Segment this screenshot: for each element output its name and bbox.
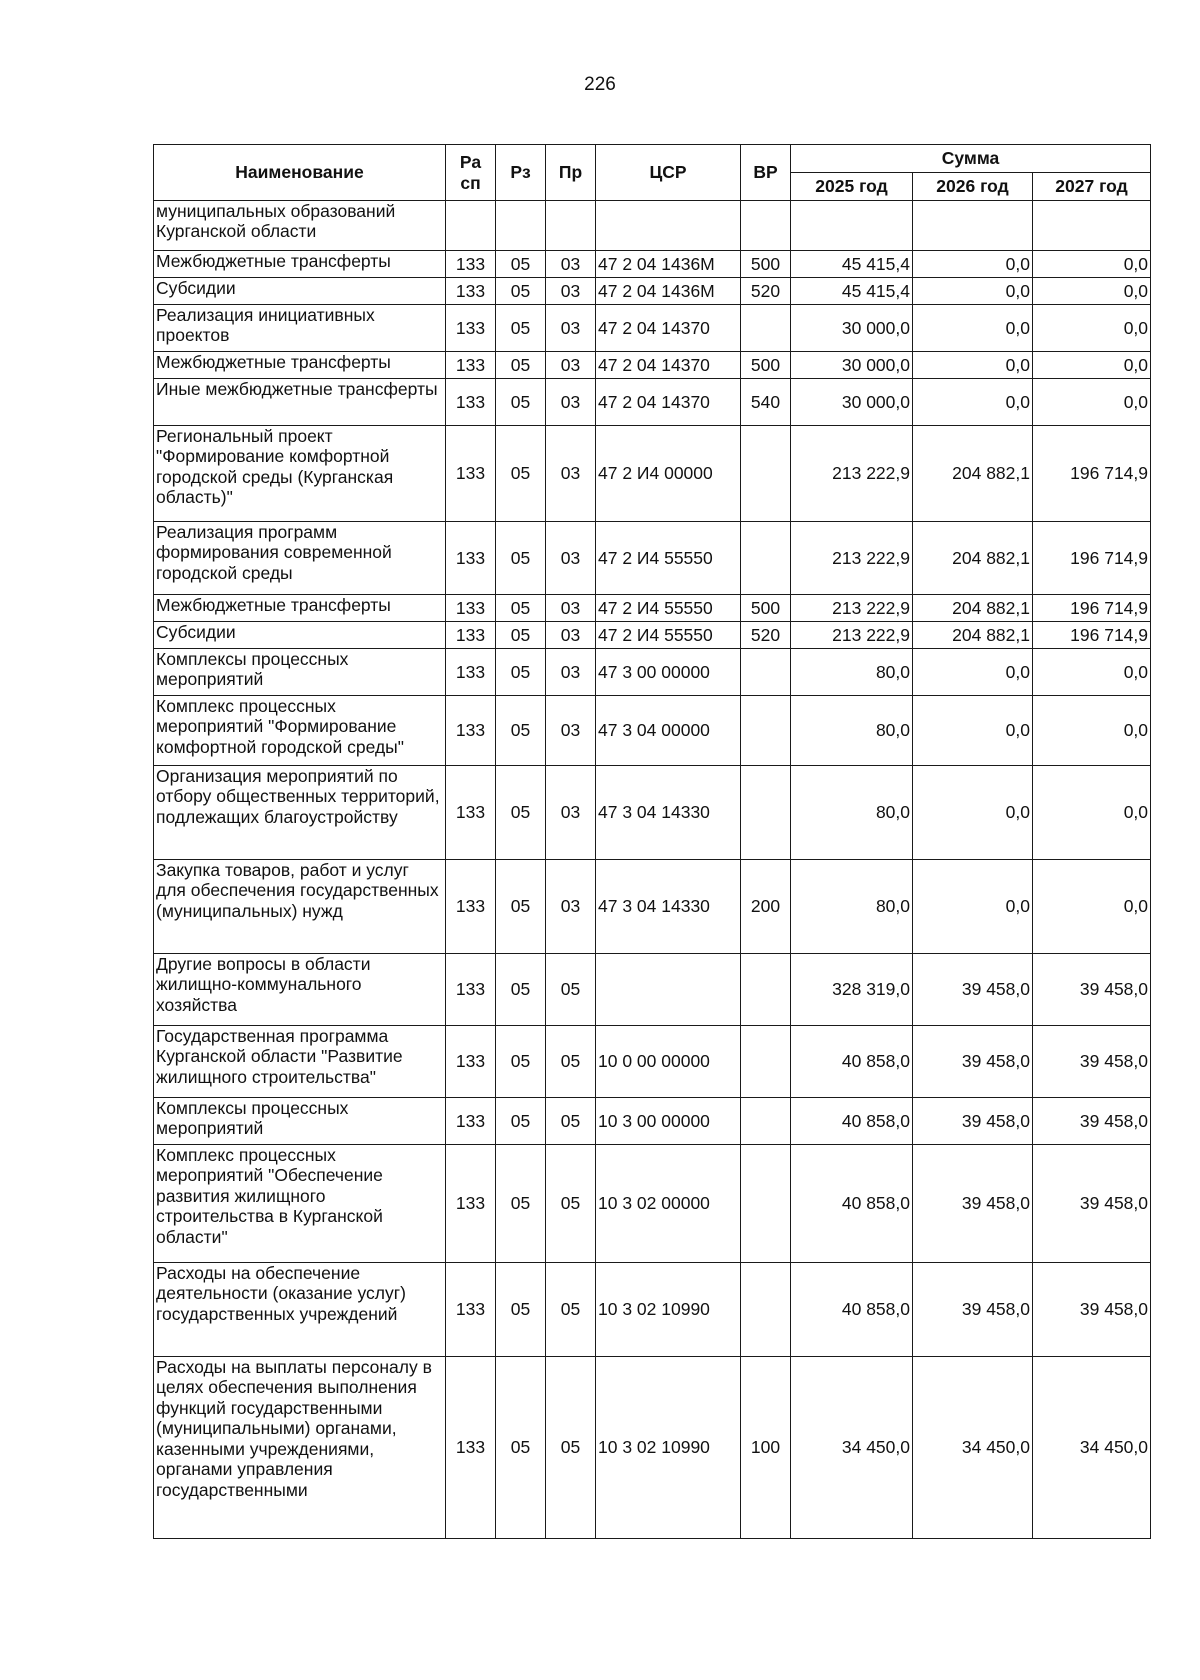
cell-vr: 520: [741, 278, 791, 305]
cell-pr: 03: [546, 522, 596, 595]
cell-pr: 03: [546, 860, 596, 954]
cell-rasp: 133: [446, 278, 496, 305]
cell-pr: 03: [546, 251, 596, 278]
cell-rz: 05: [496, 1098, 546, 1145]
cell-y2027: 0,0: [1033, 278, 1151, 305]
cell-y2026: 204 882,1: [913, 426, 1033, 522]
cell-rz: 05: [496, 622, 546, 649]
cell-pr: 03: [546, 352, 596, 379]
cell-rz: 05: [496, 954, 546, 1026]
cell-vr: [741, 649, 791, 696]
cell-vr: 500: [741, 352, 791, 379]
cell-y2025: 30 000,0: [791, 305, 913, 352]
cell-vr: [741, 522, 791, 595]
cell-y2025: 213 222,9: [791, 595, 913, 622]
cell-vr: 500: [741, 595, 791, 622]
cell-rz: [496, 201, 546, 251]
table-row: [154, 426, 1151, 522]
cell-rasp: 133: [446, 954, 496, 1026]
cell-csr: 47 2 04 1436M: [596, 251, 741, 278]
table-row: [154, 278, 1151, 305]
cell-y2027: 39 458,0: [1033, 1145, 1151, 1263]
cell-name: Комплекс процессных мероприятий "Обеспечение развития жилищного строительства в Курганской области": [154, 1145, 446, 1263]
cell-csr: 10 3 00 00000: [596, 1098, 741, 1145]
table-row: [154, 352, 1151, 379]
cell-y2025: 80,0: [791, 649, 913, 696]
cell-vr: [741, 305, 791, 352]
cell-pr: 05: [546, 1263, 596, 1357]
table-row: [154, 201, 1151, 251]
cell-y2027: 196 714,9: [1033, 595, 1151, 622]
cell-vr: [741, 766, 791, 860]
cell-csr: 47 2 И4 55550: [596, 522, 741, 595]
cell-rasp: 133: [446, 251, 496, 278]
table-row: [154, 696, 1151, 766]
header-name: Наименование: [154, 145, 446, 201]
header-2025: 2025 год: [791, 173, 913, 201]
cell-y2025: 80,0: [791, 696, 913, 766]
header-pr: Пр: [546, 145, 596, 201]
cell-pr: 03: [546, 379, 596, 426]
cell-y2025: 40 858,0: [791, 1263, 913, 1357]
cell-rasp: 133: [446, 1263, 496, 1357]
cell-y2027: 0,0: [1033, 251, 1151, 278]
cell-pr: [546, 201, 596, 251]
cell-y2025: 45 415,4: [791, 278, 913, 305]
cell-rz: 05: [496, 305, 546, 352]
cell-pr: 05: [546, 954, 596, 1026]
cell-y2025: 40 858,0: [791, 1026, 913, 1098]
cell-pr: 05: [546, 1098, 596, 1145]
cell-name: Межбюджетные трансферты: [154, 251, 446, 278]
cell-csr: 47 3 04 00000: [596, 696, 741, 766]
header-rasp: Ра сп: [446, 145, 496, 201]
table-body: [154, 201, 1151, 1539]
cell-y2027: 0,0: [1033, 379, 1151, 426]
cell-rz: 05: [496, 1357, 546, 1539]
cell-y2025: 45 415,4: [791, 251, 913, 278]
cell-y2026: 0,0: [913, 352, 1033, 379]
cell-rasp: 133: [446, 1145, 496, 1263]
cell-rasp: 133: [446, 696, 496, 766]
table-row: [154, 379, 1151, 426]
cell-y2026: 39 458,0: [913, 954, 1033, 1026]
cell-y2025: 80,0: [791, 766, 913, 860]
cell-rz: 05: [496, 352, 546, 379]
cell-vr: 520: [741, 622, 791, 649]
cell-vr: 200: [741, 860, 791, 954]
cell-y2027: [1033, 201, 1151, 251]
cell-name: Межбюджетные трансферты: [154, 595, 446, 622]
cell-y2026: 39 458,0: [913, 1026, 1033, 1098]
cell-rasp: 133: [446, 1357, 496, 1539]
cell-pr: 03: [546, 305, 596, 352]
cell-y2025: [791, 201, 913, 251]
table-row: [154, 1357, 1151, 1539]
cell-y2026: 34 450,0: [913, 1357, 1033, 1539]
cell-pr: 03: [546, 595, 596, 622]
cell-y2027: 0,0: [1033, 766, 1151, 860]
page-number: 226: [584, 74, 616, 95]
cell-vr: 500: [741, 251, 791, 278]
cell-y2026: 0,0: [913, 305, 1033, 352]
cell-rasp: 133: [446, 595, 496, 622]
table-row: [154, 251, 1151, 278]
cell-y2027: 0,0: [1033, 696, 1151, 766]
cell-y2025: 40 858,0: [791, 1098, 913, 1145]
cell-name: Комплексы процессных мероприятий: [154, 649, 446, 696]
table-row: [154, 1145, 1151, 1263]
cell-vr: [741, 426, 791, 522]
cell-csr: 47 3 00 00000: [596, 649, 741, 696]
cell-name: Иные межбюджетные трансферты: [154, 379, 446, 426]
cell-csr: [596, 954, 741, 1026]
cell-rasp: 133: [446, 352, 496, 379]
cell-y2026: 0,0: [913, 649, 1033, 696]
cell-name: Субсидии: [154, 278, 446, 305]
cell-csr: 47 2 04 14370: [596, 305, 741, 352]
header-rz: Рз: [496, 145, 546, 201]
cell-csr: 47 2 04 14370: [596, 352, 741, 379]
cell-pr: 05: [546, 1026, 596, 1098]
cell-csr: 47 2 И4 55550: [596, 622, 741, 649]
table-row: [154, 860, 1151, 954]
cell-name: Расходы на выплаты персоналу в целях обеспечения выполнения функций государственными (муниципальными) органами, казенными учреждениями, органами управления государственными: [154, 1357, 446, 1539]
header-2027: 2027 год: [1033, 173, 1151, 201]
cell-y2025: 40 858,0: [791, 1145, 913, 1263]
table-row: [154, 1263, 1151, 1357]
table-row: [154, 305, 1151, 352]
table-row: [154, 622, 1151, 649]
cell-rz: 05: [496, 379, 546, 426]
cell-y2025: 213 222,9: [791, 426, 913, 522]
cell-vr: [741, 1098, 791, 1145]
cell-rasp: 133: [446, 622, 496, 649]
table-row: [154, 595, 1151, 622]
cell-rz: 05: [496, 1145, 546, 1263]
header-sum: Сумма: [791, 145, 1151, 173]
cell-y2025: 213 222,9: [791, 622, 913, 649]
table-row: [154, 522, 1151, 595]
cell-y2025: 30 000,0: [791, 352, 913, 379]
cell-rz: 05: [496, 860, 546, 954]
cell-csr: 47 2 И4 55550: [596, 595, 741, 622]
cell-y2026: 0,0: [913, 766, 1033, 860]
cell-y2027: 39 458,0: [1033, 1098, 1151, 1145]
cell-rasp: 133: [446, 426, 496, 522]
cell-y2026: 0,0: [913, 696, 1033, 766]
cell-csr: 10 3 02 00000: [596, 1145, 741, 1263]
budget-table: [153, 144, 1151, 1539]
cell-y2027: 39 458,0: [1033, 1263, 1151, 1357]
cell-y2027: 0,0: [1033, 649, 1151, 696]
cell-rz: 05: [496, 696, 546, 766]
cell-name: Субсидии: [154, 622, 446, 649]
cell-rasp: 133: [446, 305, 496, 352]
cell-y2026: 0,0: [913, 278, 1033, 305]
cell-name: Государственная программа Курганской области "Развитие жилищного строительства": [154, 1026, 446, 1098]
cell-rasp: [446, 201, 496, 251]
cell-rz: 05: [496, 649, 546, 696]
cell-y2026: 39 458,0: [913, 1098, 1033, 1145]
cell-y2026: [913, 201, 1033, 251]
cell-y2025: 30 000,0: [791, 379, 913, 426]
cell-vr: [741, 1026, 791, 1098]
cell-csr: [596, 201, 741, 251]
cell-name: Реализация программ формирования современной городской среды: [154, 522, 446, 595]
table-row: [154, 1098, 1151, 1145]
cell-name: Организация мероприятий по отбору общественных территорий, подлежащих благоустройству: [154, 766, 446, 860]
cell-y2027: 196 714,9: [1033, 426, 1151, 522]
cell-pr: 03: [546, 766, 596, 860]
cell-y2026: 0,0: [913, 379, 1033, 426]
cell-csr: 10 3 02 10990: [596, 1263, 741, 1357]
cell-vr: 540: [741, 379, 791, 426]
cell-name: Закупка товаров, работ и услуг для обеспечения государственных (муниципальных) нужд: [154, 860, 446, 954]
cell-y2027: 39 458,0: [1033, 954, 1151, 1026]
cell-y2026: 204 882,1: [913, 595, 1033, 622]
cell-csr: 47 2 04 1436M: [596, 278, 741, 305]
cell-rasp: 133: [446, 649, 496, 696]
cell-vr: [741, 1145, 791, 1263]
cell-rz: 05: [496, 1026, 546, 1098]
cell-y2025: 213 222,9: [791, 522, 913, 595]
cell-rasp: 133: [446, 766, 496, 860]
cell-pr: 03: [546, 649, 596, 696]
cell-name: Межбюджетные трансферты: [154, 352, 446, 379]
cell-name: Расходы на обеспечение деятельности (оказание услуг) государственных учреждений: [154, 1263, 446, 1357]
cell-name: муниципальных образований Курганской области: [154, 201, 446, 251]
cell-csr: 47 2 И4 00000: [596, 426, 741, 522]
cell-csr: 10 3 02 10990: [596, 1357, 741, 1539]
cell-rz: 05: [496, 595, 546, 622]
cell-rz: 05: [496, 251, 546, 278]
cell-name: Комплексы процессных мероприятий: [154, 1098, 446, 1145]
cell-pr: 05: [546, 1145, 596, 1263]
cell-name: Региональный проект "Формирование комфортной городской среды (Курганская область)": [154, 426, 446, 522]
cell-name: Комплекс процессных мероприятий "Формирование комфортной городской среды": [154, 696, 446, 766]
cell-rz: 05: [496, 766, 546, 860]
cell-vr: [741, 696, 791, 766]
cell-csr: 47 2 04 14370: [596, 379, 741, 426]
cell-name: Другие вопросы в области жилищно-коммунального хозяйства: [154, 954, 446, 1026]
cell-y2026: 0,0: [913, 251, 1033, 278]
cell-rz: 05: [496, 278, 546, 305]
table-header: [154, 145, 1151, 201]
table-row: [154, 649, 1151, 696]
cell-y2027: 39 458,0: [1033, 1026, 1151, 1098]
cell-y2026: 39 458,0: [913, 1145, 1033, 1263]
cell-name: Реализация инициативных проектов: [154, 305, 446, 352]
cell-y2027: 34 450,0: [1033, 1357, 1151, 1539]
cell-rasp: 133: [446, 1098, 496, 1145]
cell-y2026: 0,0: [913, 860, 1033, 954]
cell-rasp: 133: [446, 1026, 496, 1098]
cell-csr: 47 3 04 14330: [596, 860, 741, 954]
cell-rz: 05: [496, 522, 546, 595]
cell-rasp: 133: [446, 379, 496, 426]
cell-pr: 05: [546, 1357, 596, 1539]
cell-y2027: 196 714,9: [1033, 622, 1151, 649]
header-2026: 2026 год: [913, 173, 1033, 201]
cell-y2025: 34 450,0: [791, 1357, 913, 1539]
cell-rasp: 133: [446, 860, 496, 954]
table-row: [154, 766, 1151, 860]
header-csr: ЦСР: [596, 145, 741, 201]
header-vr: ВР: [741, 145, 791, 201]
cell-y2025: 328 319,0: [791, 954, 913, 1026]
cell-y2026: 204 882,1: [913, 522, 1033, 595]
cell-csr: 47 3 04 14330: [596, 766, 741, 860]
cell-pr: 03: [546, 696, 596, 766]
cell-y2025: 80,0: [791, 860, 913, 954]
cell-pr: 03: [546, 622, 596, 649]
cell-vr: 100: [741, 1357, 791, 1539]
cell-y2027: 196 714,9: [1033, 522, 1151, 595]
cell-rz: 05: [496, 1263, 546, 1357]
cell-rasp: 133: [446, 522, 496, 595]
cell-rz: 05: [496, 426, 546, 522]
cell-y2027: 0,0: [1033, 352, 1151, 379]
cell-vr: [741, 954, 791, 1026]
cell-y2026: 204 882,1: [913, 622, 1033, 649]
table-row: [154, 954, 1151, 1026]
cell-vr: [741, 1263, 791, 1357]
cell-y2027: 0,0: [1033, 860, 1151, 954]
cell-csr: 10 0 00 00000: [596, 1026, 741, 1098]
cell-vr: [741, 201, 791, 251]
cell-pr: 03: [546, 278, 596, 305]
cell-y2026: 39 458,0: [913, 1263, 1033, 1357]
cell-pr: 03: [546, 426, 596, 522]
cell-y2027: 0,0: [1033, 305, 1151, 352]
table-row: [154, 1026, 1151, 1098]
